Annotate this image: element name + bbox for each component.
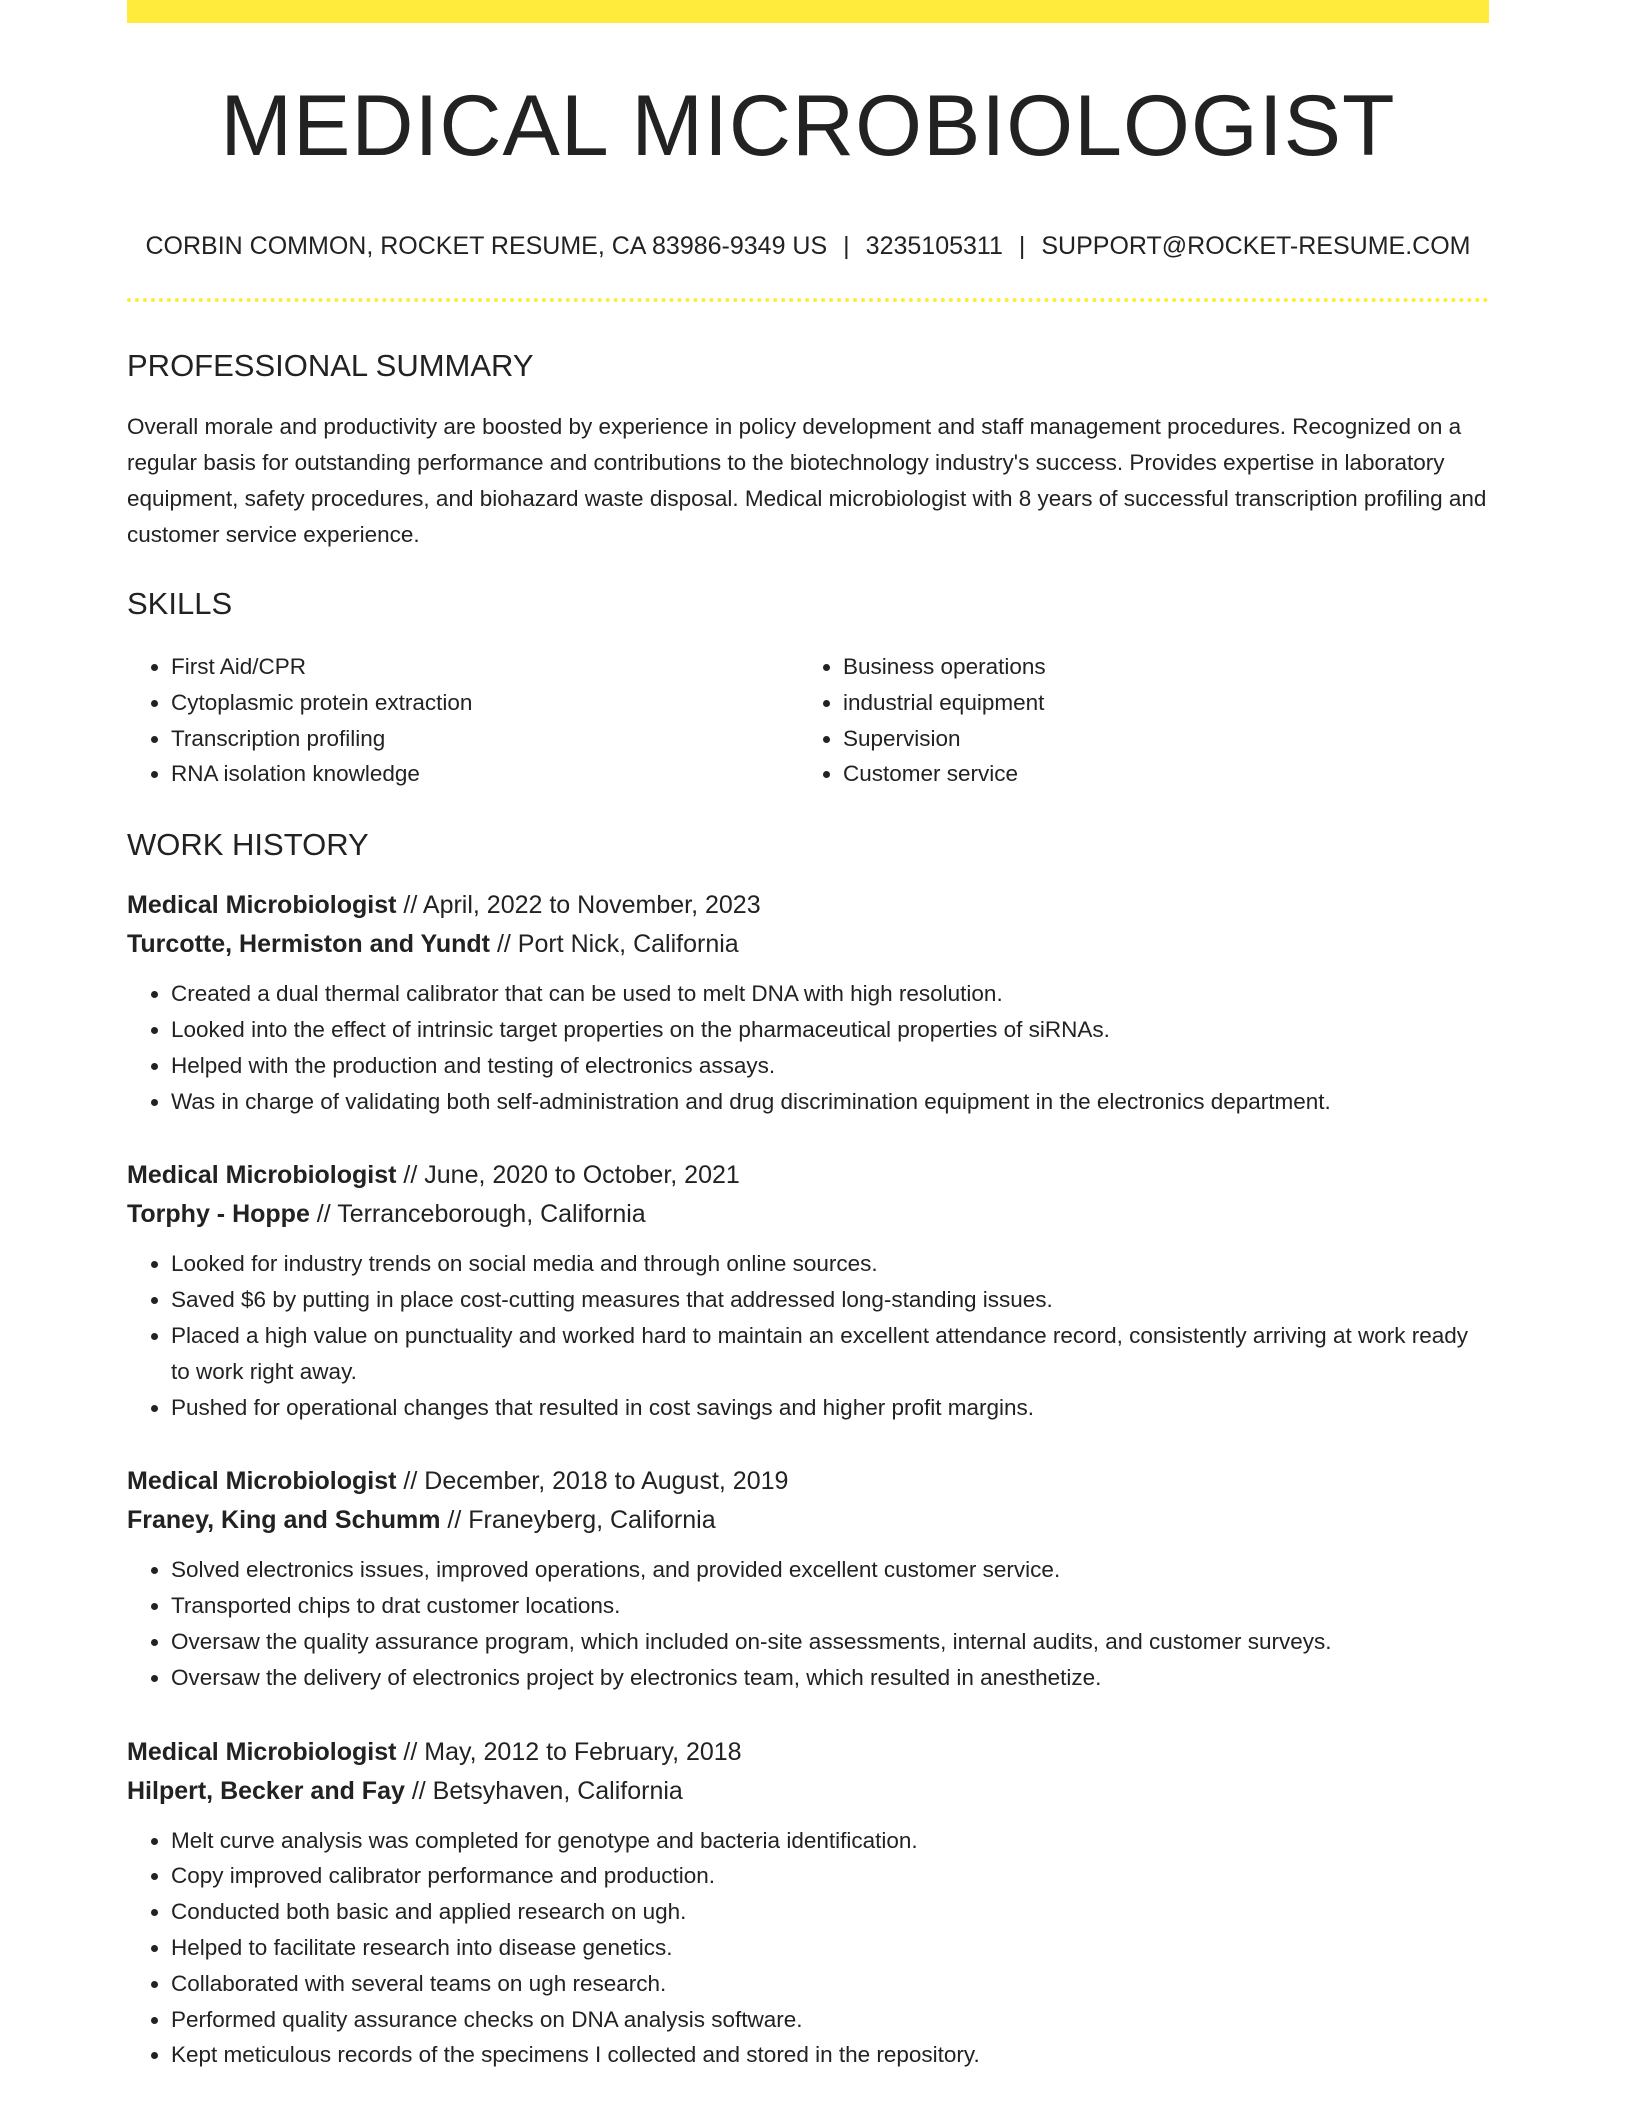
job-dates: // December, 2018 to August, 2019 [396, 1467, 789, 1496]
job-entry [127, 1462, 1489, 1695]
skill-item: • Cytoplasmic protein extraction [171, 685, 799, 721]
job-title-line [127, 1733, 1489, 1772]
page-title: MEDICAL MICROBIOLOGIST [220, 78, 1396, 174]
work-history-heading: WORK HISTORY [127, 827, 369, 863]
job-company: Torphy - Hoppe [127, 1200, 310, 1229]
job-bullet: • Performed quality assurance checks on DNA analysis software. [171, 2002, 1489, 2038]
summary-heading: PROFESSIONAL SUMMARY [127, 348, 534, 383]
job-bullet: • Kept meticulous records of the specimens I collected and stored in the repository. [171, 2037, 1489, 2073]
job-entry [127, 1733, 1489, 2074]
job-bullets [127, 1246, 1489, 1425]
job-bullet: • Helped with the production and testing of electronics assays. [171, 1048, 1489, 1084]
job-bullet: • Looked into the effect of intrinsic target properties on the pharmaceutical properties of siRNAs. [171, 1012, 1489, 1048]
job-title-line [127, 886, 1489, 925]
job-entry [127, 886, 1489, 1119]
dotted-divider [127, 298, 1489, 302]
job-bullet: • Looked for industry trends on social media and through online sources. [171, 1246, 1489, 1282]
job-bullets [127, 1552, 1489, 1695]
job-bullet: • Oversaw the quality assurance program, which included on-site assessments, internal audits, and customer surveys. [171, 1624, 1489, 1660]
job-company: Hilpert, Becker and Fay [127, 1776, 405, 1805]
job-location: // Betsyhaven, California [404, 1776, 683, 1805]
job-company-line [127, 1501, 1489, 1540]
job-bullet: • Helped to facilitate research into disease genetics. [171, 1930, 1489, 1966]
job-company-line [127, 925, 1489, 964]
job-title: Medical Microbiologist [127, 1467, 397, 1496]
skills-grid [127, 649, 1489, 792]
contact-phone: 3235105311 [865, 232, 1003, 260]
job-company: Franey, King and Schumm [127, 1506, 441, 1535]
skill-item: • Business operations [843, 649, 1471, 685]
job-company-line [127, 1772, 1489, 1811]
job-bullet: • Conducted both basic and applied research on ugh. [171, 1894, 1489, 1930]
contact-separator: | [843, 232, 850, 260]
contact-separator: | [1018, 232, 1026, 260]
job-bullet: • Saved $6 by putting in place cost-cutting measures that addressed long-standing issues. [171, 1282, 1489, 1318]
summary-text: Overall morale and productivity are boosted by experience in policy development and staff management procedures. Recognized on a regular basis for outstanding performance and contributions to the biotechnology industry's success. Provides expertise in laboratory equipment, safety procedures, and biohazard waste disposal. Medical microbiologist with 8 years of successful transcription profiling and customer service experience. [127, 414, 1487, 547]
job-dates: // June, 2020 to October, 2021 [396, 1161, 740, 1190]
job-bullets [127, 1823, 1489, 2074]
accent-top-bar [127, 0, 1489, 23]
job-title-line [127, 1156, 1489, 1195]
job-bullets [127, 976, 1489, 1119]
resume-page [127, 0, 1489, 2073]
job-dates: // May, 2012 to February, 2018 [396, 1737, 742, 1766]
job-bullet: • Melt curve analysis was completed for genotype and bacteria identification. [171, 1823, 1489, 1859]
job-bullet: • Placed a high value on punctuality and worked hard to maintain an excellent attendance record, consistently arriving at work ready to work right away. [171, 1318, 1489, 1390]
job-bullet: • Oversaw the delivery of electronics project by electronics team, which resulted in anesthetize. [171, 1660, 1489, 1696]
job-title: Medical Microbiologist [127, 891, 397, 920]
job-title-line [127, 1462, 1489, 1501]
job-location: // Terranceborough, California [309, 1200, 646, 1229]
job-title: Medical Microbiologist [127, 1161, 397, 1190]
skill-item: • Supervision [843, 721, 1471, 757]
skill-item: • First Aid/CPR [171, 649, 799, 685]
job-title: Medical Microbiologist [127, 1737, 397, 1766]
job-entry [127, 1156, 1489, 1425]
contact-address: CORBIN COMMON, ROCKET RESUME, CA 83986-9349 US [145, 232, 828, 260]
job-location: // Franeyberg, California [440, 1506, 716, 1535]
job-bullet: • Created a dual thermal calibrator that can be used to melt DNA with high resolution. [171, 976, 1489, 1012]
contact-line [127, 231, 1489, 261]
skill-item: • Customer service [843, 756, 1471, 792]
job-bullet: • Copy improved calibrator performance and production. [171, 1858, 1489, 1894]
skills-heading: SKILLS [127, 586, 233, 621]
job-bullet: • Solved electronics issues, improved operations, and provided excellent customer service. [171, 1552, 1489, 1588]
job-bullet: • Was in charge of validating both self-administration and drug discrimination equipment in the electronics department. [171, 1084, 1489, 1120]
job-bullet: • Collaborated with several teams on ugh research. [171, 1966, 1489, 2002]
job-company: Turcotte, Hermiston and Yundt [127, 930, 490, 959]
skill-item: • RNA isolation knowledge [171, 756, 799, 792]
job-bullet: • Pushed for operational changes that resulted in cost savings and higher profit margins. [171, 1390, 1489, 1426]
skill-item: • industrial equipment [843, 685, 1471, 721]
job-company-line [127, 1195, 1489, 1234]
contact-email: SUPPORT@ROCKET-RESUME.COM [1041, 232, 1471, 260]
job-location: // Port Nick, California [490, 930, 739, 959]
job-bullet: • Transported chips to drat customer locations. [171, 1588, 1489, 1624]
skills-list-left [127, 649, 799, 792]
skill-item: • Transcription profiling [171, 721, 799, 757]
job-dates: // April, 2022 to November, 2023 [396, 891, 761, 920]
skills-list-right [799, 649, 1471, 792]
